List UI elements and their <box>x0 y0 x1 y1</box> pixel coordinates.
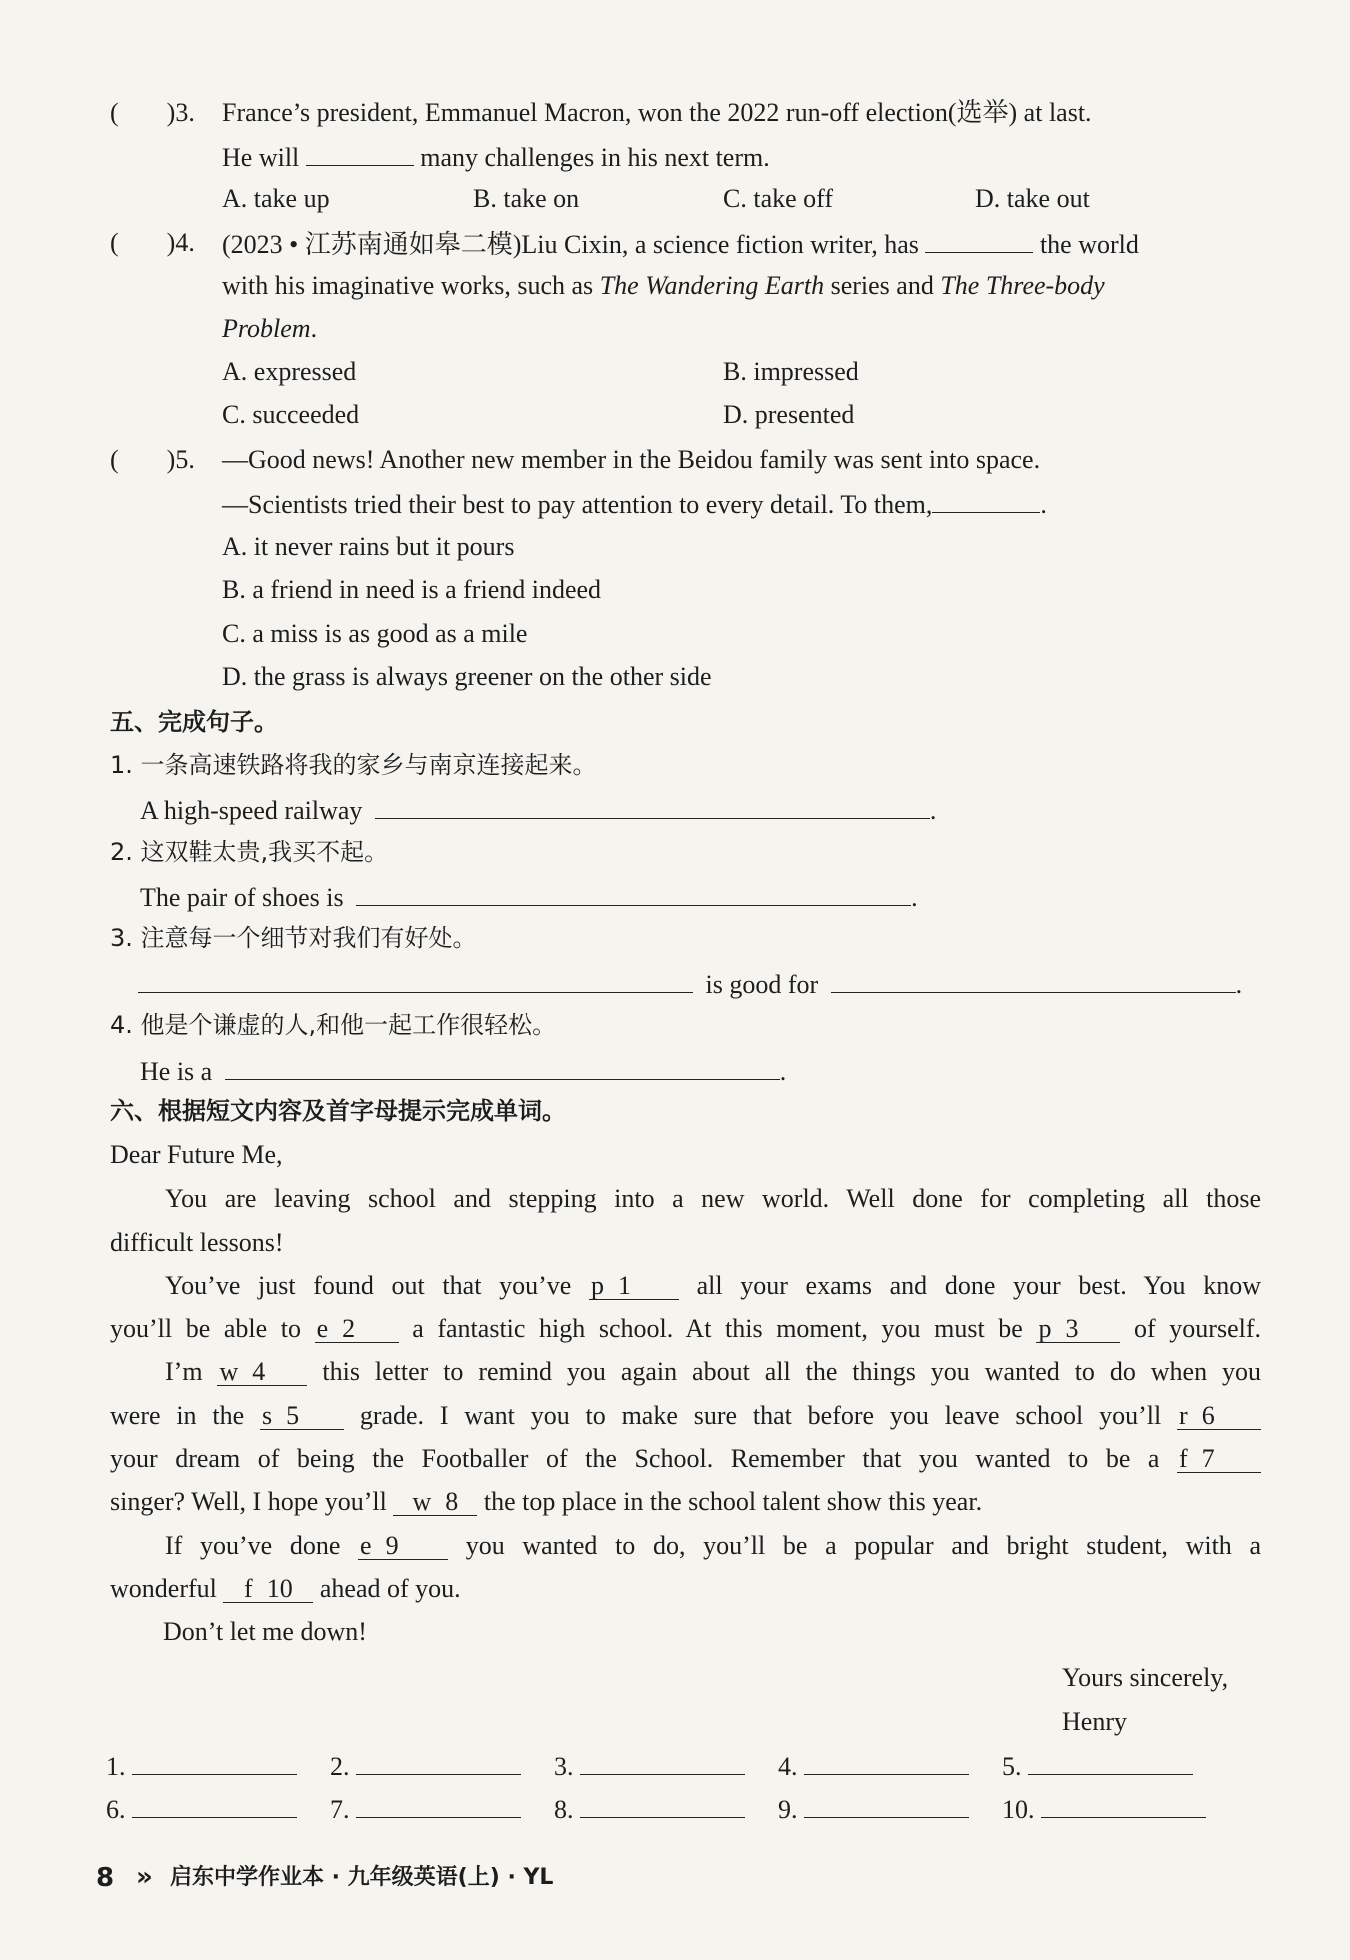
paren-open: ( <box>110 228 119 257</box>
q3-stem-line2 <box>222 143 770 171</box>
sec5-item4-blank[interactable] <box>225 1057 780 1080</box>
answer-label: 2. <box>330 1752 350 1781</box>
hint-letter: f <box>1179 1444 1188 1473</box>
blank-number: 6 <box>1201 1401 1215 1430</box>
blank-number: 10 <box>266 1574 293 1603</box>
answer-label: 6. <box>106 1795 126 1824</box>
q4-text-c: with his imaginative works, such as <box>222 271 594 300</box>
letter-greeting: Dear Future Me, <box>110 1140 283 1169</box>
answer-label: 9. <box>778 1795 798 1824</box>
q5-option-c[interactable]: C. a miss is as good as a mile <box>222 619 528 648</box>
text: you’ll be able to <box>110 1314 301 1343</box>
answer-line-6[interactable] <box>106 1795 297 1823</box>
sec5-item4-prompt: He is a <box>140 1057 213 1086</box>
q4-option-d[interactable]: D. presented <box>723 400 855 429</box>
text: If you’ve done <box>165 1531 341 1560</box>
period: . <box>779 1057 787 1086</box>
period: . <box>1235 970 1243 999</box>
sec5-item1-english <box>140 796 936 824</box>
letter-p3-line3 <box>110 1446 1261 1473</box>
sec5-item1-chinese: 1. 一条高速铁路将我的家乡与南京连接起来。 <box>110 751 597 779</box>
q4-period: . <box>310 314 318 343</box>
letter-p1-line1: You are leaving school and stepping into a new world. Well done for completing all those <box>165 1184 1261 1213</box>
q3-number: 3. <box>175 98 195 127</box>
text: ahead of you. <box>319 1574 461 1603</box>
letter-p4-line2 <box>110 1576 461 1603</box>
paren-close: ) <box>166 98 176 127</box>
q5-number: 5. <box>175 445 195 474</box>
q4-option-a[interactable]: A. expressed <box>222 357 357 386</box>
sec5-item3-english <box>138 970 1242 998</box>
letter-blank-1[interactable] <box>589 1273 679 1300</box>
blank-number: 4 <box>252 1357 266 1386</box>
q5-period: . <box>1040 490 1047 519</box>
letter-blank-6[interactable] <box>1177 1403 1261 1430</box>
answer-line-4[interactable] <box>778 1752 969 1780</box>
answer-label: 10. <box>1002 1795 1035 1824</box>
sec5-item1-prompt: A high-speed railway <box>140 796 363 825</box>
text: wonderful <box>110 1574 217 1603</box>
paren-close: ) <box>166 228 176 257</box>
letter-blank-10[interactable] <box>223 1576 313 1603</box>
answer-line-5[interactable] <box>1002 1752 1193 1780</box>
q5-option-d[interactable]: D. the grass is always greener on the other side <box>222 662 712 691</box>
answer-blank[interactable] <box>356 1752 521 1775</box>
text: you wanted to do, you’ll be a popular and bright student, with a <box>465 1531 1261 1560</box>
q3-option-d[interactable]: D. take out <box>975 184 1090 213</box>
letter-p5: Don’t let me down! <box>163 1617 367 1646</box>
q4-title-problem: Problem <box>222 314 311 343</box>
sec5-item1-blank[interactable] <box>375 796 930 819</box>
sec5-item3-chinese: 3. 注意每一个细节对我们有好处。 <box>110 924 477 952</box>
answer-line-3[interactable] <box>554 1752 745 1780</box>
hint-letter: s <box>261 1401 273 1430</box>
answer-line-10[interactable] <box>1002 1795 1206 1823</box>
sec5-item4-english <box>140 1057 786 1085</box>
letter-p4-line1 <box>165 1533 1261 1560</box>
text: the top place in the school talent show this year. <box>483 1487 983 1516</box>
answer-blank[interactable] <box>580 1752 745 1775</box>
q4-stem-line2 <box>222 273 1105 299</box>
hint-letter: f <box>244 1574 253 1603</box>
answer-line-2[interactable] <box>330 1752 521 1780</box>
sec5-item3-blank-a[interactable] <box>138 970 693 993</box>
answer-line-8[interactable] <box>554 1795 745 1823</box>
q4-text-a: (2023 • 江苏南通如皋二模)Liu Cixin, a science fiction writer, has <box>222 230 919 259</box>
letter-blank-4[interactable] <box>217 1359 307 1386</box>
blank-number: 8 <box>445 1487 459 1516</box>
answer-blank[interactable] <box>1041 1795 1206 1818</box>
hint-letter: e <box>316 1314 329 1343</box>
paren-open: ( <box>110 445 119 474</box>
period: . <box>929 796 937 825</box>
q4-answer-paren[interactable] <box>110 230 195 256</box>
text: a fantastic high school. At this moment, you must be <box>412 1314 1023 1343</box>
hint-letter: p <box>590 1271 604 1300</box>
blank-number: 2 <box>342 1314 356 1343</box>
letter-p1-line2: difficult lessons! <box>110 1228 284 1257</box>
letter-p3-line4 <box>110 1489 982 1516</box>
hint-letter: w <box>412 1487 432 1516</box>
q4-option-b[interactable]: B. impressed <box>723 357 859 386</box>
q3-text-a: He will <box>222 143 300 172</box>
answer-blank[interactable] <box>1028 1752 1193 1775</box>
q3-option-a[interactable]: A. take up <box>222 184 330 213</box>
letter-p3-line1 <box>165 1359 1261 1386</box>
letter-blank-2[interactable] <box>315 1316 399 1343</box>
letter-p2-line1 <box>165 1273 1261 1300</box>
q5-option-a[interactable]: A. it never rains but it pours <box>222 532 515 561</box>
paren-close: ) <box>166 445 176 474</box>
answer-blank[interactable] <box>804 1752 969 1775</box>
q3-option-b[interactable]: B. take on <box>473 184 580 213</box>
answer-label: 7. <box>330 1795 350 1824</box>
text: of yourself. <box>1134 1314 1262 1343</box>
q5-dialog-line1: —Good news! Another new member in the Beidou family was sent into space. <box>222 445 1041 474</box>
answer-label: 1. <box>106 1752 126 1781</box>
q5-option-b[interactable]: B. a friend in need is a friend indeed <box>222 575 602 604</box>
q4-text-b: the world <box>1039 230 1139 259</box>
text: singer? Well, I hope you’ll <box>110 1487 387 1516</box>
blank-number: 9 <box>385 1531 399 1560</box>
q5-dialog-line2 <box>222 490 1047 518</box>
sec5-item3-blank-b[interactable] <box>831 970 1236 993</box>
text: all your exams and done your best. You know <box>696 1271 1261 1300</box>
q5-blank[interactable] <box>932 490 1040 513</box>
text: grade. I want you to make sure that before you leave school you’ll <box>359 1401 1162 1430</box>
q3-stem-line1: France’s president, Emmanuel Macron, won the 2022 run-off election(选举) at last. <box>222 98 1092 127</box>
text: your dream of being the Footballer of the School. Remember that you wanted to be a <box>110 1444 1160 1473</box>
sec5-item2-blank[interactable] <box>356 883 911 906</box>
sec5-item2-chinese: 2. 这双鞋太贵,我买不起。 <box>110 838 389 866</box>
answer-line-9[interactable] <box>778 1795 969 1823</box>
letter-blank-8[interactable] <box>393 1489 477 1516</box>
q4-text-d: series and <box>830 271 934 300</box>
letter-blank-7[interactable] <box>1177 1446 1261 1473</box>
hint-letter: e <box>360 1531 372 1560</box>
letter-p3-line2 <box>110 1403 1261 1430</box>
sec5-item2-english <box>140 883 918 911</box>
q4-title-wandering-earth: The Wandering Earth <box>599 271 825 300</box>
sec5-item2-prompt: The pair of shoes is <box>140 883 344 912</box>
answer-blank[interactable] <box>580 1795 745 1818</box>
answer-label: 3. <box>554 1752 574 1781</box>
answer-blank[interactable] <box>804 1795 969 1818</box>
q4-number: 4. <box>175 228 195 257</box>
answer-label: 5. <box>1002 1752 1022 1781</box>
hint-letter: p <box>1038 1314 1052 1343</box>
letter-blank-9[interactable] <box>358 1533 448 1560</box>
q4-option-c[interactable]: C. succeeded <box>222 400 360 429</box>
text: I’m <box>165 1357 203 1386</box>
answer-line-7[interactable] <box>330 1795 521 1823</box>
footer-book-title: 启东中学作业本 · 九年级英语(上) · YL <box>170 1865 554 1890</box>
section-5-title: 五、完成句子。 <box>110 708 278 736</box>
text: this letter to remind you again about all the things you wanted to do when you <box>322 1357 1261 1386</box>
q3-blank[interactable] <box>306 143 414 166</box>
blank-number: 5 <box>286 1401 300 1430</box>
q4-stem-line1 <box>222 230 1139 258</box>
letter-blank-5[interactable] <box>260 1403 344 1430</box>
answer-label: 8. <box>554 1795 574 1824</box>
blank-number: 1 <box>617 1271 631 1300</box>
sec5-item3-prompt: is good for <box>705 970 819 999</box>
answer-blank[interactable] <box>132 1795 297 1818</box>
text: were in the <box>110 1401 245 1430</box>
answer-blank[interactable] <box>132 1752 297 1775</box>
letter-signature: Henry <box>1062 1707 1127 1736</box>
answer-line-1[interactable] <box>106 1752 297 1780</box>
q5-text: —Scientists tried their best to pay attention to every detail. To them, <box>222 490 933 519</box>
page-number: 8 <box>96 1863 115 1893</box>
q3-answer-paren[interactable] <box>110 100 195 126</box>
q3-option-c[interactable]: C. take off <box>723 184 833 213</box>
q4-blank[interactable] <box>925 230 1033 253</box>
hint-letter: r <box>1179 1401 1188 1430</box>
answer-label: 4. <box>778 1752 798 1781</box>
answer-blank[interactable] <box>356 1795 521 1818</box>
q4-title-three-body: The Three-body <box>940 271 1105 300</box>
letter-blank-3[interactable] <box>1036 1316 1120 1343</box>
q4-stem-line3 <box>222 316 317 342</box>
paren-open: ( <box>110 98 119 127</box>
double-chevron-icon: » <box>136 1862 153 1892</box>
hint-letter: w <box>219 1357 239 1386</box>
sec5-item4-chinese: 4. 他是个谦虚的人,和他一起工作很轻松。 <box>110 1011 557 1039</box>
letter-p2-line2 <box>110 1316 1261 1343</box>
q3-text-b: many challenges in his next term. <box>420 143 770 172</box>
period: . <box>911 883 918 912</box>
section-6-title: 六、根据短文内容及首字母提示完成单词。 <box>110 1097 566 1125</box>
blank-number: 7 <box>1201 1444 1215 1473</box>
letter-closing: Yours sincerely, <box>1062 1663 1229 1692</box>
text: You’ve just found out that you’ve <box>165 1271 572 1300</box>
q5-answer-paren[interactable] <box>110 447 195 473</box>
blank-number: 3 <box>1065 1314 1079 1343</box>
